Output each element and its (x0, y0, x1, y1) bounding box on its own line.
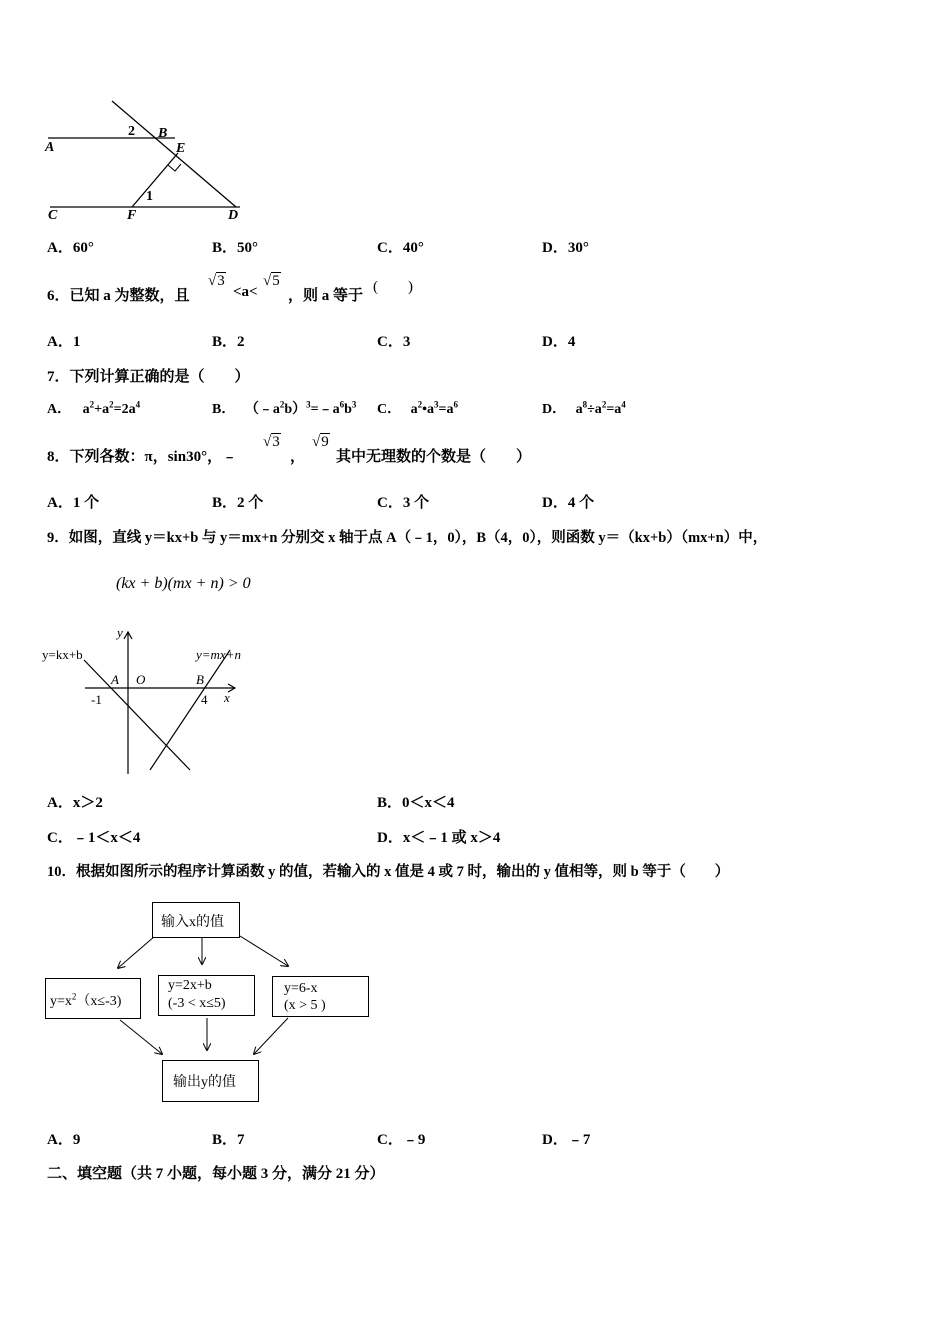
q9-inequality: (kx + b)(mx + n) > 0 (116, 575, 251, 592)
arrow-to-box1 (118, 936, 155, 968)
q7c-p2: •a (422, 402, 435, 417)
label-a: A (45, 140, 55, 155)
label-o: O (136, 672, 146, 687)
q10-option-d[interactable]: D．﹣7 (542, 1132, 591, 1148)
label-f: F (127, 208, 137, 223)
q8-stem-pre: 8．下列各数：π，sin30°，﹣ (47, 449, 238, 465)
box3-line1: y=6-x (284, 981, 318, 996)
label-e: E (176, 141, 186, 156)
label-y: y (117, 625, 123, 640)
q9-option-c[interactable]: C．﹣1＜x＜4 (47, 830, 141, 846)
q7c-p4: =a (438, 402, 454, 417)
q7c-p5: 6 (453, 399, 459, 410)
q7d-p3: 2 (601, 399, 607, 410)
q9-option-d[interactable]: D．x＜﹣1 或 x＞4 (377, 830, 501, 846)
q5-option-b[interactable]: B．50° (212, 240, 259, 256)
label-d: D (228, 208, 239, 223)
q7b-label: B． (212, 402, 236, 417)
q7-stem: 7．下列计算正确的是（ ） (47, 369, 250, 385)
q6-option-a[interactable]: A．1 (47, 334, 81, 350)
q10-option-c[interactable]: C．﹣9 (377, 1132, 426, 1148)
q6-option-c[interactable]: C．3 (377, 334, 411, 350)
q5-option-d[interactable]: D．30° (542, 240, 589, 256)
flow-box2 (158, 975, 255, 1016)
label-four: 4 (201, 692, 208, 707)
q6-radicand-2: 5 (272, 273, 280, 289)
q8-stem-post: 其中无理数的个数是（ ） (336, 449, 532, 465)
q6-stem-pre: 6．已知 a 为整数，且 (47, 288, 190, 304)
q7a-p5: 4 (135, 399, 141, 410)
q7b-p2: b） (284, 402, 307, 417)
q9-option-b[interactable]: B．0＜x＜4 (377, 795, 455, 811)
q6-option-d[interactable]: D．4 (542, 334, 576, 350)
q10-option-b[interactable]: B．7 (212, 1132, 245, 1148)
q7d-p4: =a (606, 402, 622, 417)
q8-comma: ， (290, 449, 306, 465)
q5-option-a[interactable]: A．60° (47, 240, 94, 256)
q7a-p2: +a (94, 402, 110, 417)
flow-input-box: 输入x的值 (152, 902, 240, 938)
label-minus-one: -1 (91, 692, 102, 707)
q7-option-b[interactable] (212, 398, 356, 418)
line-mx-n (150, 650, 230, 770)
q9-option-a[interactable]: A．x＞2 (47, 795, 103, 811)
q9-stem-line1: 9．如图，直线 y＝kx+b 与 y＝mx+n 分别交 x 轴于点 A（﹣1，0），B（4，0），则函数 y＝（kx+b）（mx+n）中， (47, 530, 768, 546)
section2-heading: 二、填空题（共 7 小题，每小题 3 分，满分 21 分） (47, 1166, 385, 1182)
q6-sqrt-5: √5 (263, 273, 280, 289)
q7b-p0: （﹣a (244, 402, 280, 417)
flow-box1 (45, 978, 141, 1019)
q7-option-d[interactable] (542, 398, 626, 418)
q7-option-a[interactable] (47, 398, 140, 418)
q6-radicand-1: 3 (217, 273, 225, 289)
label-c: C (48, 208, 58, 223)
q7b-p6: b (344, 402, 352, 417)
q7a-p0: a (82, 402, 90, 417)
q7b-p1: 2 (279, 399, 285, 410)
q6-stem-mid: <a< (233, 284, 258, 300)
q9-graph (40, 622, 270, 782)
label-b: B (196, 672, 204, 687)
box1-a: y=x (50, 994, 72, 1009)
label-b: B (158, 126, 168, 141)
box1-sup: 2 (71, 991, 77, 1002)
label-kx-b: y=kx+b (42, 647, 83, 662)
q7d-label: D． (542, 402, 567, 417)
q7a-p3: 2 (109, 399, 114, 410)
label-a: A (111, 672, 119, 687)
q8-radicand-2: 9 (321, 434, 329, 450)
q10-option-a[interactable]: A．9 (47, 1132, 81, 1148)
q8-sqrt-3: √3 (263, 434, 280, 450)
q7a-label: A． (47, 402, 72, 417)
q7c-label: C． (377, 402, 402, 417)
box1-b: （x≤-3) (76, 994, 122, 1009)
q7c-p0: a (410, 402, 418, 417)
line-ef (132, 153, 178, 207)
q7d-p0: a (575, 402, 583, 417)
box2-line1: y=2x+b (168, 978, 212, 993)
label-mx-n: y=mx+n (196, 647, 241, 662)
flow-box3 (272, 976, 369, 1017)
q7b-p3: 3 (306, 399, 311, 410)
flow-output-box: 输出y的值 (162, 1060, 259, 1102)
q7a-p4: =2a (113, 402, 136, 417)
box2-line2: (-3 < x≤5) (168, 996, 226, 1011)
q7a-p1: 2 (89, 399, 95, 410)
q7d-p1: 8 (582, 399, 588, 410)
q8-option-b[interactable]: B．2 个 (212, 495, 264, 511)
arrow-box1-out (120, 1020, 162, 1054)
q10-stem: 10．根据如图所示的程序计算函数 y 的值，若输入的 x 值是 4 或 7 时，输出的 y 值相等，则 b 等于（ ） (47, 864, 730, 880)
q6-option-b[interactable]: B．2 (212, 334, 245, 350)
q6-answer-paren: ( ) (373, 279, 413, 295)
q8-radicand-1: 3 (272, 434, 280, 450)
line-transversal (112, 101, 236, 207)
q7b-p7: 3 (351, 399, 357, 410)
q7b-p5: 6 (339, 399, 345, 410)
q7d-p2: ÷a (587, 402, 602, 417)
q7d-p5: 4 (621, 399, 626, 410)
q5-geometry-figure (40, 95, 260, 230)
arrow-box3-out (254, 1018, 288, 1054)
q7c-p1: 2 (417, 399, 423, 410)
label-one: 1 (146, 189, 153, 204)
q7b-p4: =﹣a (310, 402, 340, 417)
arrow-to-box3 (240, 936, 288, 966)
q8-option-a[interactable]: A．1 个 (47, 495, 100, 511)
q7-option-c[interactable] (377, 398, 458, 418)
label-x: x (224, 690, 230, 705)
q7c-p3: 3 (434, 399, 439, 410)
right-angle-mark (168, 164, 181, 171)
q6-sqrt-3: √3 (208, 273, 225, 289)
box3-line2: (x > 5 ) (284, 998, 326, 1013)
q8-sqrt-9: √9 (312, 434, 329, 450)
q6-stem-post: ，则 a 等于 (288, 288, 364, 304)
label-two: 2 (128, 124, 135, 139)
q8-option-c[interactable]: C．3 个 (377, 495, 430, 511)
q8-option-d[interactable]: D．4 个 (542, 495, 595, 511)
q5-option-c[interactable]: C．40° (377, 240, 424, 256)
